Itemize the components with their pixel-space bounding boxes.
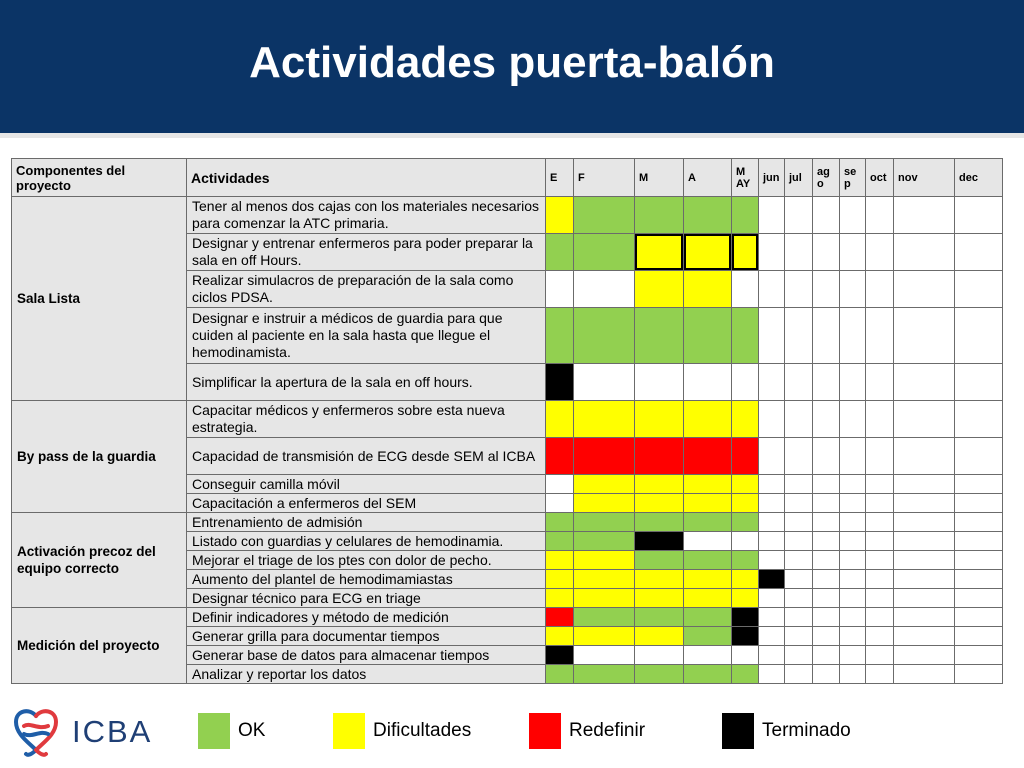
status-cell (840, 513, 866, 532)
status-cell (546, 475, 574, 494)
status-cell (785, 197, 813, 234)
status-cell (894, 494, 955, 513)
status-cell (684, 513, 732, 532)
status-cell (635, 532, 684, 551)
status-cell (894, 271, 955, 308)
icba-logo (8, 702, 152, 762)
status-cell (546, 551, 574, 570)
status-cell (866, 513, 894, 532)
status-cell (759, 438, 785, 475)
status-cell (574, 271, 635, 308)
status-cell (546, 608, 574, 627)
activity-cell: Listado con guardias y celulares de hemodinamia. (187, 532, 546, 551)
header-month: jun (759, 159, 785, 197)
status-cell (813, 570, 840, 589)
status-cell (840, 494, 866, 513)
component-cell: By pass de la guardia (12, 401, 187, 513)
status-cell (732, 234, 759, 271)
status-cell (894, 589, 955, 608)
legend-swatch-ok (198, 713, 230, 749)
status-cell (759, 551, 785, 570)
status-cell (955, 608, 1003, 627)
status-cell (635, 271, 684, 308)
status-cell (759, 401, 785, 438)
status-cell (955, 308, 1003, 364)
status-cell (546, 570, 574, 589)
status-cell (866, 438, 894, 475)
activity-cell: Designar y entrenar enfermeros para poder preparar la sala en off Hours. (187, 234, 546, 271)
status-cell (955, 532, 1003, 551)
activity-cell: Mejorar el triage de los ptes con dolor de pecho. (187, 551, 546, 570)
status-cell (785, 438, 813, 475)
header-month: se p (840, 159, 866, 197)
status-cell (684, 570, 732, 589)
activity-cell: Definir indicadores y método de medición (187, 608, 546, 627)
header-activities: Actividades (187, 159, 546, 197)
status-cell (732, 475, 759, 494)
status-cell (894, 197, 955, 234)
status-cell (574, 665, 635, 684)
status-cell (955, 589, 1003, 608)
status-cell (732, 551, 759, 570)
status-cell (955, 494, 1003, 513)
status-cell (840, 532, 866, 551)
status-cell (785, 401, 813, 438)
status-cell (684, 475, 732, 494)
status-cell (813, 271, 840, 308)
title-banner (0, 0, 1024, 138)
status-cell (955, 475, 1003, 494)
activity-cell: Aumento del plantel de hemodimamiastas (187, 570, 546, 589)
status-cell (955, 438, 1003, 475)
status-cell (732, 646, 759, 665)
status-cell (785, 608, 813, 627)
status-cell (894, 608, 955, 627)
status-cell (574, 494, 635, 513)
status-cell (813, 234, 840, 271)
status-cell (759, 513, 785, 532)
status-cell (866, 401, 894, 438)
status-cell (684, 608, 732, 627)
status-cell (732, 570, 759, 589)
status-cell (546, 401, 574, 438)
activity-cell: Entrenamiento de admisión (187, 513, 546, 532)
status-cell (759, 532, 785, 551)
status-cell (574, 438, 635, 475)
status-cell (894, 570, 955, 589)
status-cell (684, 589, 732, 608)
status-cell (866, 532, 894, 551)
legend-label-redefinir: Redefinir (569, 720, 646, 741)
status-cell (813, 494, 840, 513)
status-cell (840, 438, 866, 475)
status-cell (866, 646, 894, 665)
table-row (12, 401, 1003, 438)
status-cell (866, 271, 894, 308)
header-month: ag o (813, 159, 840, 197)
component-cell: Activación precoz del equipo correcto (12, 513, 187, 608)
status-cell (684, 532, 732, 551)
status-cell (635, 197, 684, 234)
status-cell (684, 401, 732, 438)
status-cell (732, 271, 759, 308)
status-cell (574, 197, 635, 234)
status-cell (840, 401, 866, 438)
activity-cell: Designar técnico para ECG en triage (187, 589, 546, 608)
status-cell (759, 364, 785, 401)
status-cell (635, 513, 684, 532)
legend-label-ok: OK (238, 720, 266, 741)
header-month: dec (955, 159, 1003, 197)
status-cell (840, 608, 866, 627)
activity-cell: Simplificar la apertura de la sala en off hours. (187, 364, 546, 401)
status-cell (866, 665, 894, 684)
status-cell (813, 401, 840, 438)
status-cell (955, 234, 1003, 271)
status-cell (955, 627, 1003, 646)
status-cell (813, 627, 840, 646)
legend-swatch-redefinir (529, 713, 561, 749)
activity-cell: Analizar y reportar los datos (187, 665, 546, 684)
status-cell (785, 551, 813, 570)
status-cell (759, 570, 785, 589)
activities-table (11, 158, 1003, 684)
status-cell (785, 364, 813, 401)
status-cell (955, 364, 1003, 401)
status-cell (759, 494, 785, 513)
status-cell (955, 271, 1003, 308)
status-cell (785, 570, 813, 589)
status-cell (866, 570, 894, 589)
status-cell (759, 308, 785, 364)
component-cell: Sala Lista (12, 197, 187, 401)
status-cell (574, 608, 635, 627)
status-cell (840, 475, 866, 494)
status-cell (732, 197, 759, 234)
status-cell (955, 646, 1003, 665)
status-cell (635, 364, 684, 401)
status-cell (732, 532, 759, 551)
status-cell (840, 589, 866, 608)
status-cell (894, 401, 955, 438)
status-cell (684, 364, 732, 401)
status-cell (574, 364, 635, 401)
status-cell (574, 475, 635, 494)
legend-dificultades (333, 713, 471, 749)
status-cell (759, 589, 785, 608)
status-cell (840, 646, 866, 665)
status-cell (840, 665, 866, 684)
status-cell (813, 646, 840, 665)
status-cell (785, 513, 813, 532)
activity-cell: Realizar simulacros de preparación de la sala como ciclos PDSA. (187, 271, 546, 308)
status-cell (894, 646, 955, 665)
activity-cell: Conseguir camilla móvil (187, 475, 546, 494)
activity-cell: Generar base de datos para almacenar tiempos (187, 646, 546, 665)
status-cell (732, 665, 759, 684)
status-cell (840, 364, 866, 401)
status-cell (684, 646, 732, 665)
status-cell (759, 627, 785, 646)
status-cell (866, 475, 894, 494)
activity-cell: Designar e instruir a médicos de guardia para que cuiden al paciente en la sala hasta que llegue el hemodinamista. (187, 308, 546, 364)
status-cell (813, 438, 840, 475)
status-cell (546, 197, 574, 234)
status-cell (866, 627, 894, 646)
status-cell (759, 608, 785, 627)
status-cell (813, 197, 840, 234)
status-cell (635, 627, 684, 646)
status-cell (732, 401, 759, 438)
status-cell (546, 438, 574, 475)
activity-cell: Tener al menos dos cajas con los materiales necesarios para comenzar la ATC primaria. (187, 197, 546, 234)
status-cell (635, 475, 684, 494)
status-cell (574, 401, 635, 438)
status-cell (840, 271, 866, 308)
status-cell (813, 608, 840, 627)
status-cell (546, 234, 574, 271)
status-cell (574, 646, 635, 665)
status-cell (546, 627, 574, 646)
status-cell (894, 475, 955, 494)
page-title: Actividades puerta-balón (249, 37, 775, 87)
status-cell (635, 608, 684, 627)
status-cell (785, 646, 813, 665)
status-cell (684, 234, 732, 271)
status-cell (546, 308, 574, 364)
status-cell (813, 513, 840, 532)
status-cell (840, 234, 866, 271)
status-cell (635, 438, 684, 475)
status-cell (785, 234, 813, 271)
status-cell (785, 665, 813, 684)
status-cell (785, 532, 813, 551)
status-cell (866, 234, 894, 271)
legend-swatch-dificultades (333, 713, 365, 749)
status-cell (955, 570, 1003, 589)
status-cell (546, 513, 574, 532)
status-cell (813, 589, 840, 608)
status-cell (955, 401, 1003, 438)
legend-label-dificultades: Dificultades (373, 720, 472, 741)
status-cell (813, 665, 840, 684)
header-month: jul (785, 159, 813, 197)
status-cell (894, 438, 955, 475)
table-row (12, 197, 1003, 234)
status-cell (684, 271, 732, 308)
status-cell (894, 308, 955, 364)
status-cell (840, 627, 866, 646)
status-cell (732, 494, 759, 513)
status-cell (732, 364, 759, 401)
header-month: F (574, 159, 635, 197)
header-month: M AY (732, 159, 759, 197)
status-cell (866, 364, 894, 401)
status-cell (684, 438, 732, 475)
status-cell (759, 475, 785, 494)
status-cell (866, 494, 894, 513)
status-cell (546, 364, 574, 401)
status-cell (866, 589, 894, 608)
status-cell (546, 665, 574, 684)
status-cell (635, 665, 684, 684)
status-cell (546, 646, 574, 665)
status-cell (574, 513, 635, 532)
status-cell (759, 665, 785, 684)
legend-label-terminado: Terminado (762, 720, 851, 741)
status-cell (840, 197, 866, 234)
status-cell (732, 438, 759, 475)
status-cell (574, 589, 635, 608)
status-cell (546, 532, 574, 551)
status-cell (574, 234, 635, 271)
status-cell (635, 494, 684, 513)
status-cell (785, 475, 813, 494)
legend-terminado (722, 713, 851, 749)
status-cell (813, 551, 840, 570)
status-cell (894, 665, 955, 684)
activity-cell: Capacitación a enfermeros del SEM (187, 494, 546, 513)
status-cell (732, 589, 759, 608)
header-month: A (684, 159, 732, 197)
status-cell (785, 308, 813, 364)
icba-heart-logo-icon (8, 704, 64, 760)
status-cell (574, 551, 635, 570)
status-cell (894, 513, 955, 532)
status-cell (574, 627, 635, 646)
status-cell (759, 234, 785, 271)
header-month: E (546, 159, 574, 197)
legend-redefinir (529, 713, 645, 749)
status-cell (635, 570, 684, 589)
logo-text: ICBA (72, 714, 153, 749)
status-cell (759, 271, 785, 308)
status-cell (866, 197, 894, 234)
header-month: M (635, 159, 684, 197)
status-cell (732, 513, 759, 532)
status-cell (684, 551, 732, 570)
status-cell (894, 234, 955, 271)
status-cell (955, 197, 1003, 234)
activity-cell: Capacitar médicos y enfermeros sobre esta nueva estrategia. (187, 401, 546, 438)
status-cell (574, 308, 635, 364)
status-cell (635, 646, 684, 665)
component-cell: Medición del proyecto (12, 608, 187, 684)
status-cell (684, 494, 732, 513)
status-cell (546, 494, 574, 513)
table-row (12, 513, 1003, 532)
status-cell (684, 308, 732, 364)
status-cell (813, 475, 840, 494)
legend-ok (198, 713, 265, 749)
status-cell (840, 551, 866, 570)
status-cell (813, 532, 840, 551)
activity-cell: Generar grilla para documentar tiempos (187, 627, 546, 646)
status-cell (635, 401, 684, 438)
status-cell (759, 197, 785, 234)
status-cell (785, 271, 813, 308)
status-cell (785, 627, 813, 646)
status-cell (894, 627, 955, 646)
header-month: nov (894, 159, 955, 197)
header-components: Componentes del proyecto (12, 159, 187, 197)
table-row (12, 608, 1003, 627)
status-cell (894, 364, 955, 401)
status-cell (955, 513, 1003, 532)
activity-cell: Capacidad de transmisión de ECG desde SEM al ICBA (187, 438, 546, 475)
status-cell (955, 551, 1003, 570)
status-cell (813, 308, 840, 364)
status-cell (684, 627, 732, 646)
status-cell (635, 308, 684, 364)
status-cell (635, 589, 684, 608)
status-cell (635, 234, 684, 271)
status-cell (759, 646, 785, 665)
status-cell (574, 570, 635, 589)
status-cell (684, 197, 732, 234)
status-cell (894, 532, 955, 551)
status-cell (546, 589, 574, 608)
status-cell (732, 308, 759, 364)
status-cell (840, 570, 866, 589)
status-cell (785, 589, 813, 608)
status-cell (574, 532, 635, 551)
status-cell (866, 308, 894, 364)
status-cell (546, 271, 574, 308)
status-cell (684, 665, 732, 684)
legend-swatch-terminado (722, 713, 754, 749)
status-cell (894, 551, 955, 570)
status-cell (732, 608, 759, 627)
status-cell (866, 551, 894, 570)
status-cell (866, 608, 894, 627)
status-cell (785, 494, 813, 513)
status-cell (840, 308, 866, 364)
status-cell (635, 551, 684, 570)
status-cell (813, 364, 840, 401)
status-cell (732, 627, 759, 646)
status-cell (955, 665, 1003, 684)
header-month: oct (866, 159, 894, 197)
